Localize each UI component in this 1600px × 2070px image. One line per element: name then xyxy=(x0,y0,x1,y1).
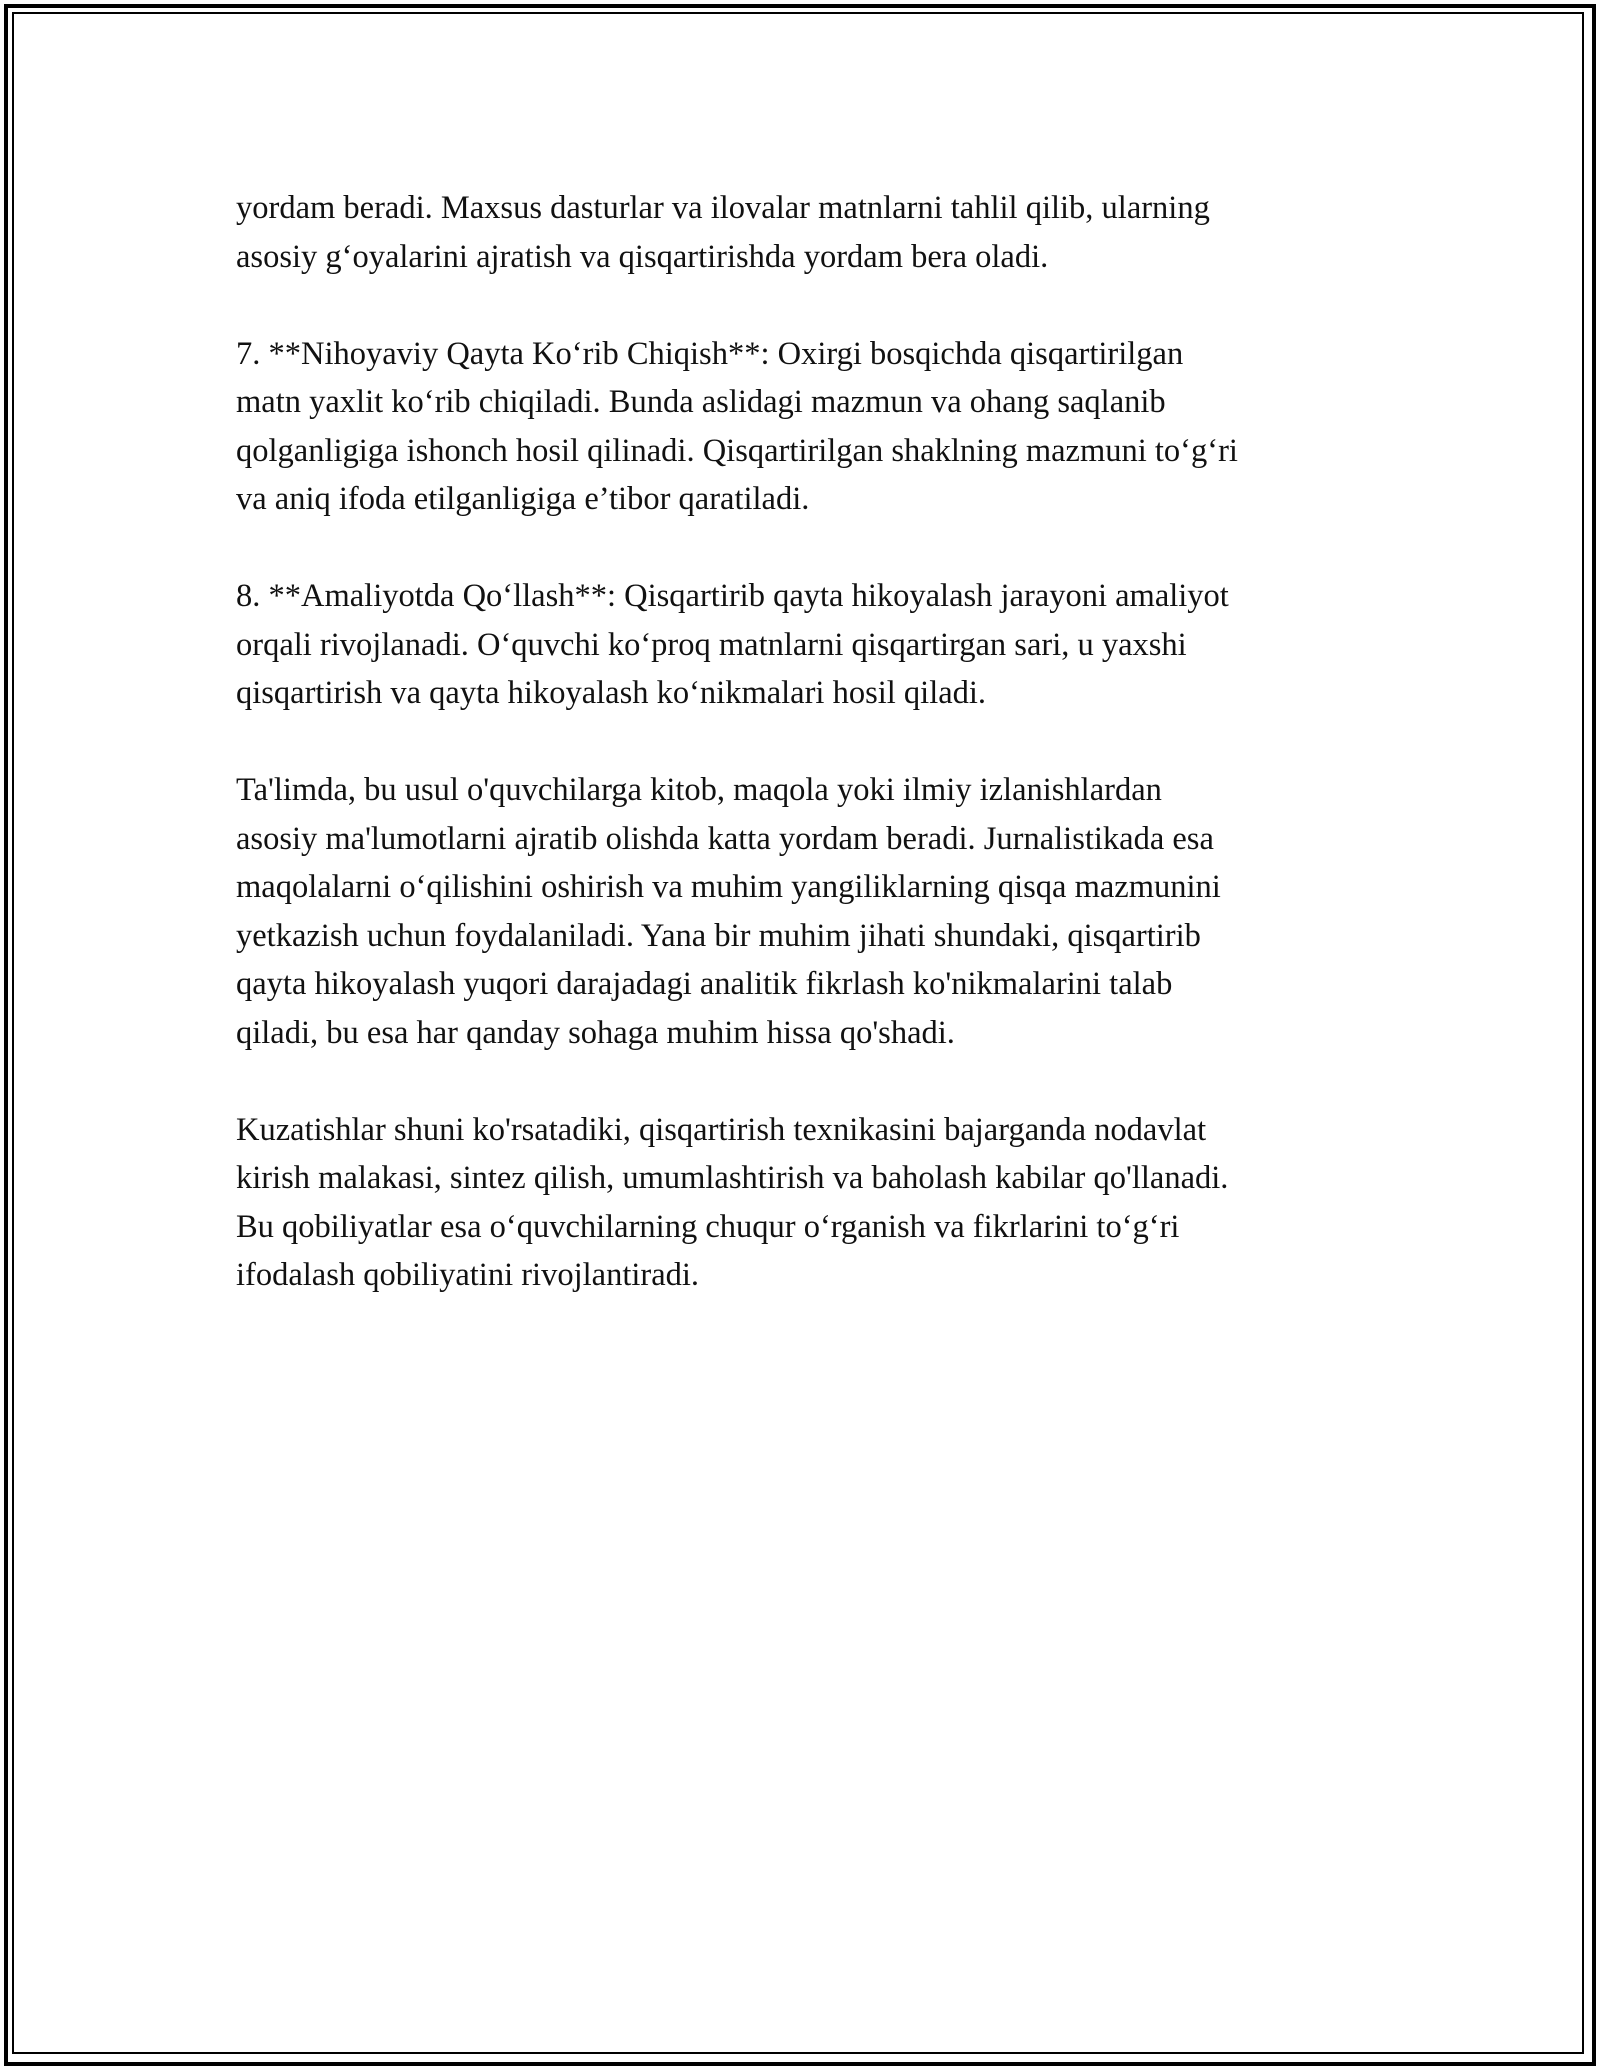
text-line: maqolalarni o‘qilishini oshirish va muhim yangiliklarning qisqa mazmunini xyxy=(236,869,1221,905)
text-line: yetkazish uchun foydalaniladi. Yana bir muhim jihati shundaki, qisqartirib xyxy=(236,917,1201,954)
text-line: asosiy ma'lumotlarni ajratib olishda katta yordam beradi. Jurnalistikada esa xyxy=(236,820,1214,857)
text-line: Ta'limda, bu usul o'quvchilarga kitob, maqola yoki ilmiy izlanishlardan xyxy=(236,772,1162,808)
text-line: asosiy g‘oyalarini ajratish va qisqartirishda yordam bera oladi. xyxy=(236,238,1049,275)
text-line: matn yaxlit ko‘rib chiqiladi. Bunda aslidagi mazmun va ohang saqlanib xyxy=(236,384,1166,420)
paragraph-education-journalism xyxy=(236,766,1376,1057)
text-line: 8. **Amaliyotda Qo‘llash**: Qisqartirib qayta hikoyalash jarayoni amaliyot xyxy=(236,578,1229,614)
text-line: qayta hikoyalash yuqori darajadagi analitik fikrlash ko'nikmalarini talab xyxy=(236,966,1173,1002)
text-line: ifodalash qobiliyatini rivojlantiradi. xyxy=(236,1257,700,1293)
text-line: va aniq ifoda etilganligiga e’tibor qaratiladi. xyxy=(236,481,810,517)
document-body xyxy=(236,184,1376,1348)
text-line: yordam beradi. Maxsus dasturlar va ilovalar matnlarni tahlil qilib, ularning xyxy=(236,190,1210,226)
text-line: Bu qobiliyatlar esa o‘quvchilarning chuqur o‘rganish va fikrlarini to‘g‘ri xyxy=(236,1208,1180,1245)
paragraph-step-7-final-review xyxy=(236,330,1376,524)
text-line: qisqartirish va qayta hikoyalash ko‘nikmalari hosil qiladi. xyxy=(236,675,987,711)
text-line: qolganligiga ishonch hosil qilinadi. Qisqartirilgan shaklning mazmuni to‘g‘ri xyxy=(236,432,1238,469)
text-line: orqali rivojlanadi. O‘quvchi ko‘proq matnlarni qisqartirgan sari, u yaxshi xyxy=(236,626,1187,663)
paragraph-tools-continuation xyxy=(236,184,1376,281)
text-line: Kuzatishlar shuni ko'rsatadiki, qisqartirish texnikasini bajarganda nodavlat xyxy=(236,1111,1207,1148)
text-line: kirish malakasi, sintez qilish, umumlashtirish va baholash kabilar qo'llanadi. xyxy=(236,1160,1229,1196)
text-line: 7. **Nihoyaviy Qayta Ko‘rib Chiqish**: Oxirgi bosqichda qisqartirilgan xyxy=(236,335,1184,372)
paragraph-step-8-practice xyxy=(236,572,1376,718)
paragraph-observations xyxy=(236,1106,1376,1300)
text-line: qiladi, bu esa har qanday sohaga muhim hissa qo'shadi. xyxy=(236,1014,955,1051)
